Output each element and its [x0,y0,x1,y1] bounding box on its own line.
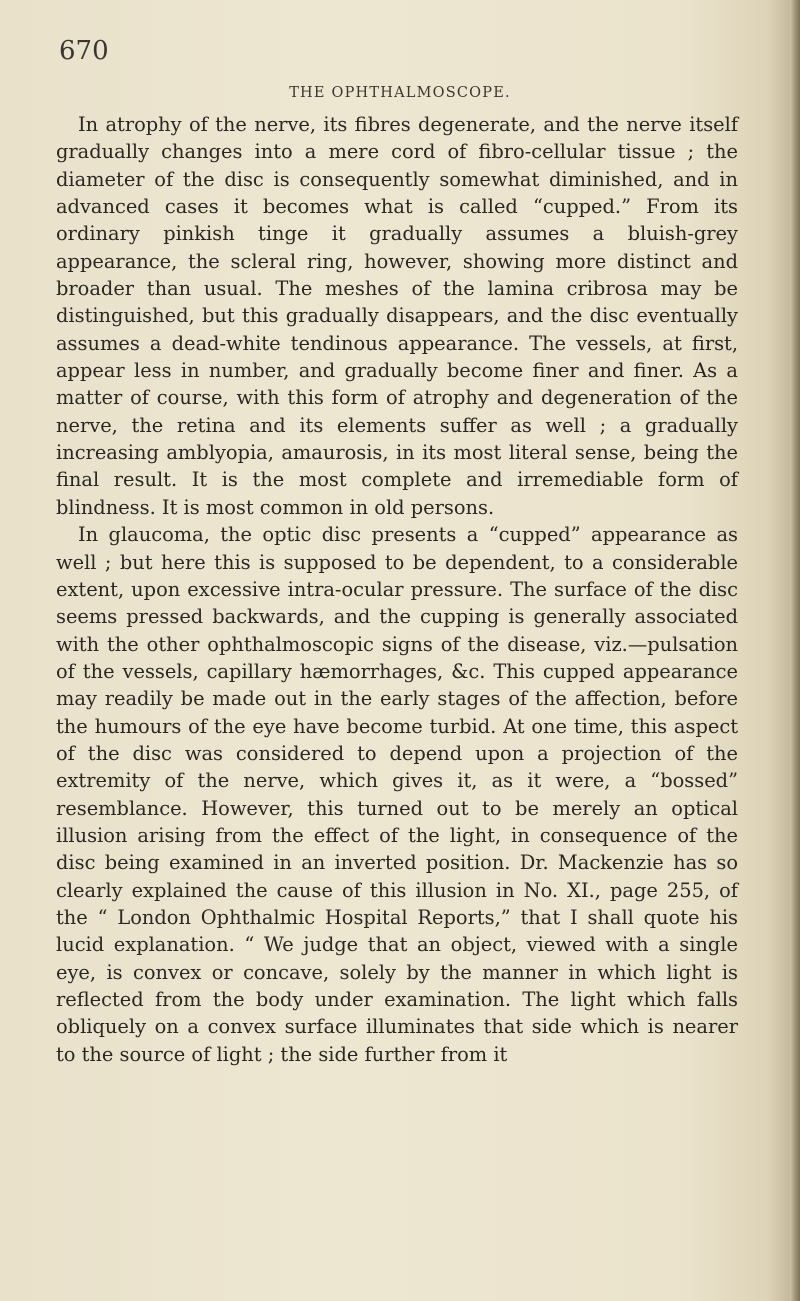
page-edge-shadow [790,0,800,1301]
paragraph-atrophy: In atrophy of the nerve, its fibres degenerate, and the nerve itself gradually changes into a mere cord of fibro-cellular tissue ; the diameter of the disc is consequently somewhat diminished, and in advanced cases it becomes what is called “cupped.” From its ordinary pinkish tinge it gradually assumes a bluish-grey appearance, the scleral ring, however, showing more distinct and broader than usual. The meshes of the lamina cribrosa may be distinguished, but this gradually disappears, and the disc eventually assumes a dead-white tendinous appearance. The vessels, at first, appear less in number, and gradually become finer and finer. As a matter of course, with this form of atrophy and degeneration of the nerve, the retina and its elements suffer as well ; a gradually increasing amblyopia, amaurosis, in its most literal sense, being the final result. It is the most complete and irremediable form of blindness. It is most common in old persons. [56,113,738,519]
running-head: THE OPHTHALMOSCOPE. [289,85,511,101]
page-number: 670 [59,36,109,66]
paragraph-glaucoma: In glaucoma, the optic disc presents a “cupped” appearance as well ; but here this is supposed to be dependent, to a considerable extent, upon excessive intra-ocular pressure. The surface of the disc seems pressed backwards, and the cupping is generally associated with the other ophthalmoscopic signs of the disease, viz.—pulsation of the vessels, capillary hæmorrhages, &c. This cupped appearance may readily be made out in the early stages of the affection, before the humours of the eye have become turbid. At one time, this aspect of the disc was considered to depend upon a projection of the extremity of the nerve, which gives it, as it were, a “bossed” resemblance. However, this turned out to be merely an optical illusion arising from the effect of the light, in consequence of the disc being examined in an inverted position. Dr. Mackenzie has so clearly explained the cause of this illusion in No. XI., page 255, of the “ London Ophthalmic Hospital Reports,” that I shall quote his lucid explanation. “ We judge that an object, viewed with a single eye, is convex or concave, solely by the manner in which light is reflected from the body under examination. The light which falls obliquely on a convex surface illuminates that side which is nearer to the source of light ; the side further from it [56,523,738,1066]
body-text [56,111,738,1068]
